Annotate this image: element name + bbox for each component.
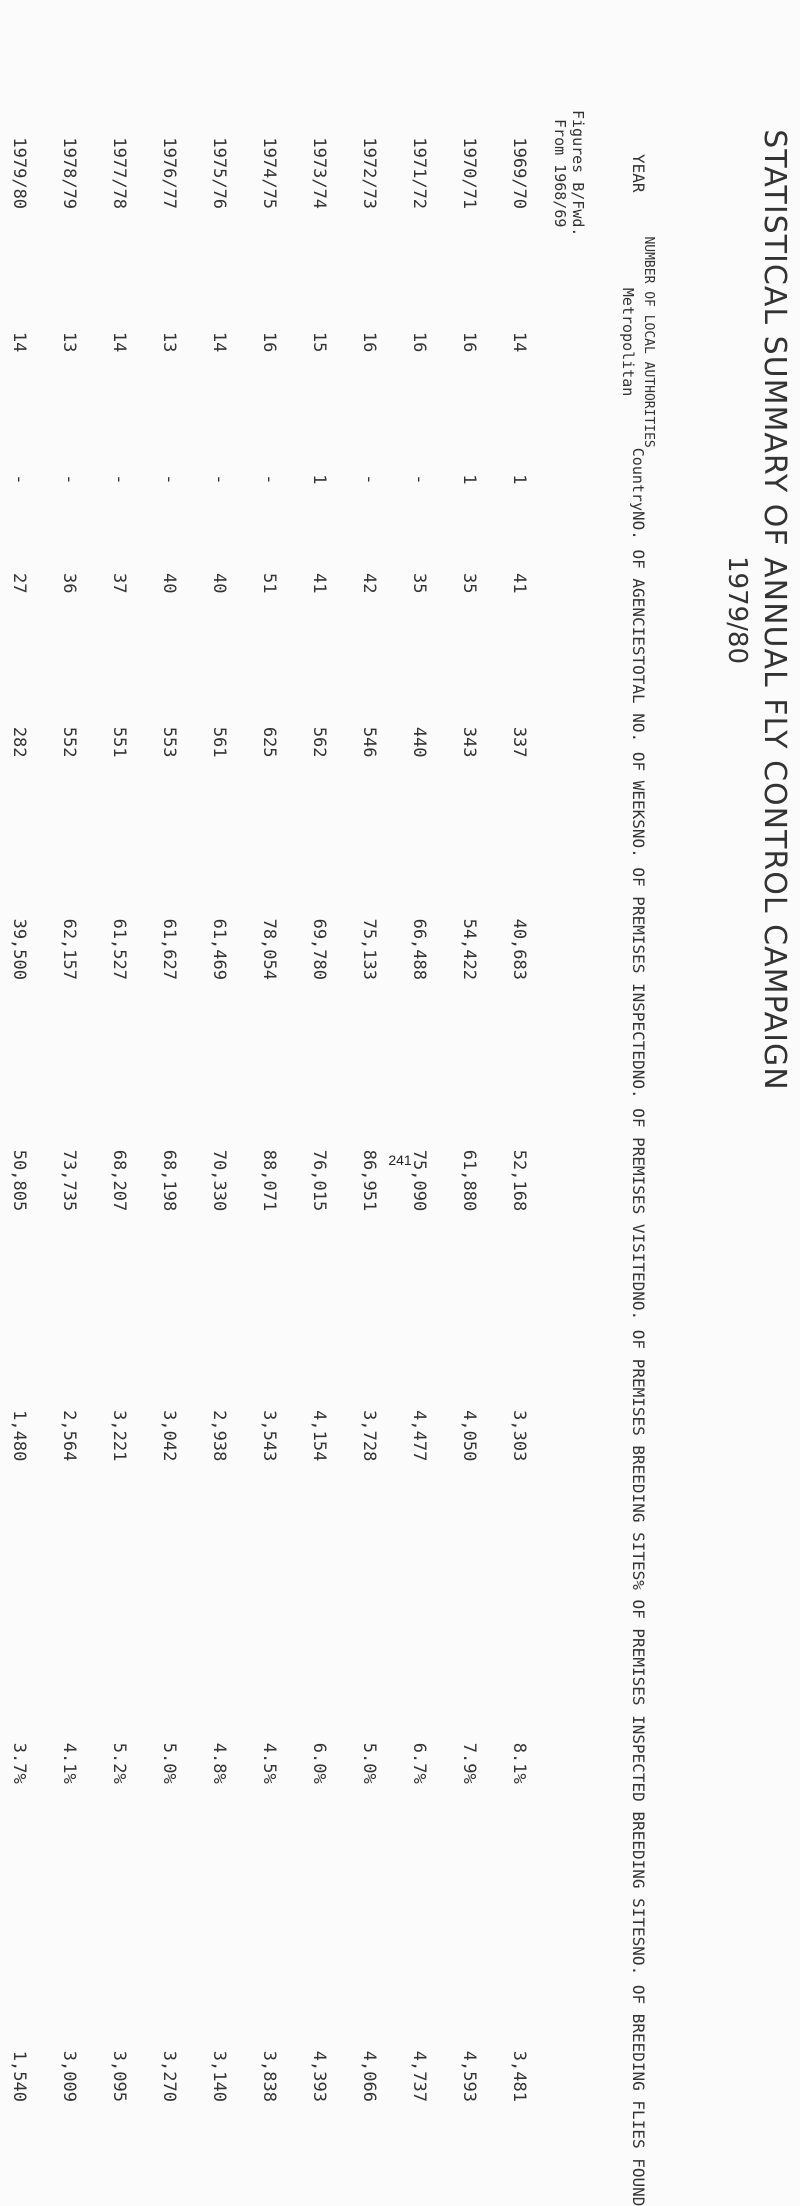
cell-inspected: 61,527 (109, 918, 129, 980)
cell-flies: 3,481 (509, 2050, 529, 2102)
cell-visited: 88,071 (259, 1149, 279, 1212)
header-visited: NO. OF PREMISES VISITED (629, 1069, 648, 1292)
year-note (544, 110, 594, 236)
cell-flies: 3,270 (159, 2050, 179, 2102)
cell-met: 14 (509, 331, 529, 353)
cell-visited: 68,198 (159, 1149, 179, 1212)
cell-pct: 3.7% (9, 1742, 29, 1784)
cell-flies: 4,593 (459, 2050, 479, 2102)
cell-year: 1971/72 (409, 137, 429, 210)
cell-pct: 6.0% (309, 1742, 329, 1784)
cell-cty: - (59, 474, 79, 485)
cell-sites: 3,543 (259, 1410, 279, 1462)
cell-cty: 1 (309, 474, 329, 485)
cell-weeks: 562 (309, 726, 329, 758)
header-flies: NO. OF BREEDING FLIES FOUND (629, 1946, 648, 2206)
note-spacer (544, 236, 594, 2206)
cell-pct: 4.8% (209, 1742, 229, 1784)
cell-year: 1979/80 (9, 137, 29, 210)
cell-inspected: 40,683 (509, 918, 529, 980)
cell-cty: 1 (459, 474, 479, 485)
cell-cty: - (259, 474, 279, 485)
cell-sites: 1,480 (9, 1410, 29, 1462)
cell-flies: 1,540 (9, 2050, 29, 2102)
cell-year: 1976/77 (159, 137, 179, 210)
cell-cty: - (359, 474, 379, 485)
cell-agencies: 42 (359, 572, 379, 594)
cell-pct: 5.0% (159, 1742, 179, 1784)
header-year (594, 110, 682, 236)
cell-cty: - (209, 474, 229, 485)
cell-visited: 86,951 (359, 1149, 379, 1212)
cell-sites: 3,728 (359, 1410, 379, 1462)
header-pct: % OF PREMISES INSPECTED BREEDING SITES (629, 1580, 648, 1947)
cell-year: 1974/75 (259, 137, 279, 210)
cell-weeks: 561 (209, 726, 229, 758)
document-subtitle: 1979/80 (722, 555, 752, 664)
header-metropolitan (594, 236, 682, 447)
cell-pct: 5.0% (359, 1742, 379, 1784)
cell-sites: 3,303 (509, 1410, 529, 1462)
cell-met: 14 (9, 331, 29, 353)
cell-weeks: 553 (159, 726, 179, 758)
page-number: 241 (388, 1152, 412, 1168)
cell-weeks: 440 (409, 726, 429, 758)
cell-flies: 3,095 (109, 2050, 129, 2102)
cell-sites: 4,050 (459, 1410, 479, 1462)
cell-year: 1972/73 (359, 137, 379, 210)
cell-agencies: 41 (509, 572, 529, 594)
cell-pct: 4.5% (259, 1742, 279, 1784)
cell-inspected: 61,469 (209, 918, 229, 980)
cell-year: 1969/70 (509, 137, 529, 210)
cell-agencies: 36 (59, 572, 79, 594)
cell-flies: 3,140 (209, 2050, 229, 2102)
cell-pct: 8.1% (509, 1742, 529, 1784)
header-weeks: TOTAL NO. OF WEEKS (629, 655, 648, 829)
cell-inspected: 54,422 (459, 918, 479, 980)
cell-flies: 4,737 (409, 2050, 429, 2102)
cell-inspected: 39,500 (9, 918, 29, 980)
cell-visited: 75,090 (409, 1149, 429, 1212)
header-metropolitan-label: Metropolitan (619, 287, 637, 397)
cell-visited: 76,015 (309, 1149, 329, 1212)
header-sites: NO. OF PREMISES BREEDING SITES (629, 1291, 648, 1581)
cell-met: 15 (309, 331, 329, 353)
cell-sites: 4,477 (409, 1410, 429, 1462)
header-inspected: NO. OF PREMISES INSPECTED (629, 828, 648, 1070)
cell-agencies: 51 (259, 572, 279, 594)
cell-flies: 3,009 (59, 2050, 79, 2102)
cell-met: 14 (209, 331, 229, 353)
cell-met: 13 (59, 331, 79, 353)
cell-inspected: 78,054 (259, 918, 279, 980)
cell-agencies: 40 (159, 572, 179, 594)
year-note-1: Figures B/Fwd. (569, 110, 587, 237)
cell-year: 1975/76 (209, 137, 229, 210)
cell-flies: 3,838 (259, 2050, 279, 2102)
cell-inspected: 69,780 (309, 918, 329, 980)
cell-weeks: 625 (259, 726, 279, 758)
cell-flies: 4,066 (359, 2050, 379, 2102)
cell-pct: 5.2% (109, 1742, 129, 1784)
cell-year: 1978/79 (59, 137, 79, 210)
cell-visited: 52,168 (509, 1149, 529, 1212)
cell-pct: 4.1% (59, 1742, 79, 1784)
cell-weeks: 546 (359, 726, 379, 758)
cell-met: 16 (359, 331, 379, 353)
header-authorities-label: NUMBER OF LOCAL AUTHORITIES (641, 236, 656, 448)
header-country-label: Country (629, 447, 647, 511)
document-title: STATISTICAL SUMMARY OF ANNUAL FLY CONTROL CAMPAIGN (757, 129, 792, 1091)
year-note-2: From 1968/69 (551, 119, 569, 228)
cell-sites: 2,564 (59, 1410, 79, 1462)
cell-cty: - (109, 474, 129, 485)
cell-cty: 1 (509, 474, 529, 485)
cell-visited: 61,880 (459, 1149, 479, 1212)
cell-sites: 3,042 (159, 1410, 179, 1462)
cell-agencies: 37 (109, 572, 129, 594)
cell-sites: 4,154 (309, 1410, 329, 1462)
cell-cty: - (409, 474, 429, 485)
cell-weeks: 343 (459, 726, 479, 758)
cell-met: 13 (159, 331, 179, 353)
cell-pct: 6.7% (409, 1742, 429, 1784)
cell-agencies: 27 (9, 572, 29, 594)
cell-inspected: 62,157 (59, 918, 79, 980)
header-year-label: YEAR (629, 153, 648, 193)
cell-year: 1973/74 (309, 137, 329, 210)
cell-pct: 7.9% (459, 1742, 479, 1784)
cell-year: 1977/78 (109, 137, 129, 210)
cell-visited: 70,330 (209, 1149, 229, 1212)
cell-weeks: 282 (9, 726, 29, 758)
cell-met: 16 (259, 331, 279, 353)
cell-met: 14 (109, 331, 129, 353)
cell-agencies: 35 (459, 572, 479, 594)
cell-weeks: 551 (109, 726, 129, 758)
header-country (594, 448, 682, 511)
cell-agencies: 40 (209, 572, 229, 594)
cell-sites: 2,938 (209, 1410, 229, 1462)
cell-sites: 3,221 (109, 1410, 129, 1462)
cell-visited: 73,735 (59, 1149, 79, 1212)
cell-met: 16 (459, 331, 479, 353)
cell-met: 16 (409, 331, 429, 353)
cell-year: 1970/71 (459, 137, 479, 210)
cell-flies: 4,393 (309, 2050, 329, 2102)
cell-inspected: 66,488 (409, 918, 429, 980)
header-agencies: NO. OF AGENCIES (629, 510, 648, 656)
cell-inspected: 61,627 (159, 918, 179, 980)
cell-visited: 50,805 (9, 1149, 29, 1212)
cell-cty: - (9, 474, 29, 485)
cell-visited: 68,207 (109, 1149, 129, 1212)
cell-agencies: 41 (309, 572, 329, 594)
cell-weeks: 337 (509, 726, 529, 758)
cell-agencies: 35 (409, 572, 429, 594)
cell-cty: - (159, 474, 179, 485)
cell-inspected: 75,133 (359, 918, 379, 980)
cell-weeks: 552 (59, 726, 79, 758)
